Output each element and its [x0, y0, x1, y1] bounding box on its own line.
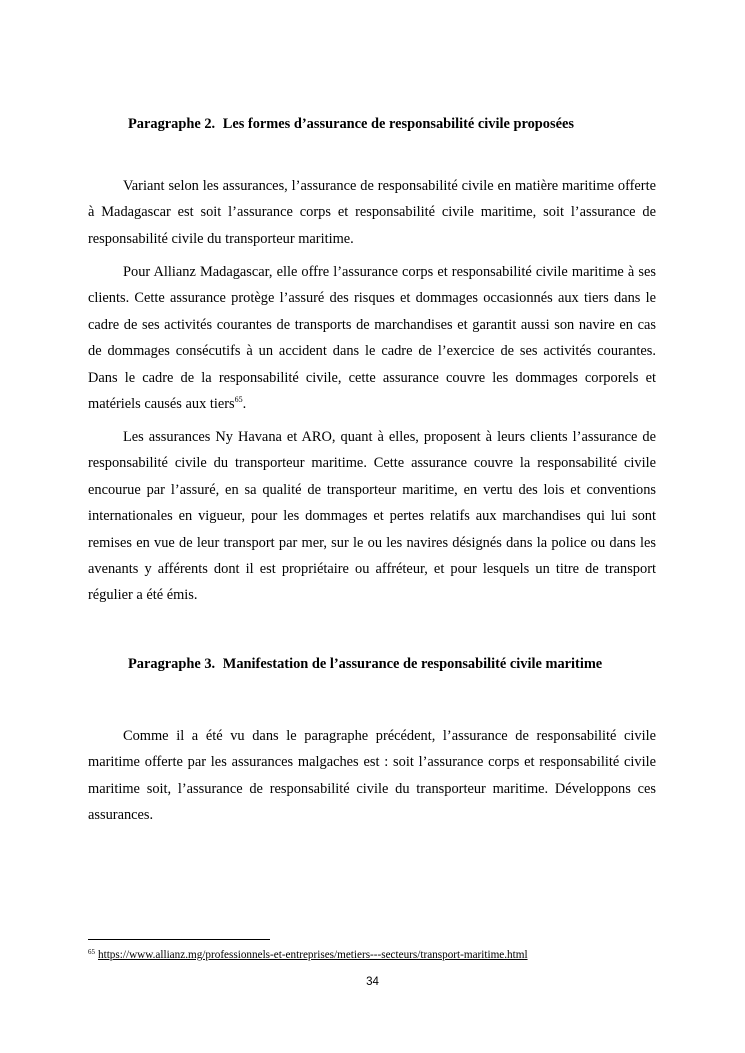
heading-title: Manifestation de l’assurance de responsabilité civile maritime — [222, 656, 603, 672]
heading-number: Paragraphe 2. — [128, 116, 216, 132]
body-paragraph-manifestation: Comme il a été vu dans le paragraphe précédent, l’assurance de responsabilité civile maritime offerte par les assurances malgaches est : soit l’assurance corps et responsabilité civile maritime soit, l’assurance de responsabilité civile du transporteur maritime. Développons ces assurances. — [88, 728, 656, 824]
heading-title: Les formes d’assurance de responsabilité civile proposées — [222, 116, 574, 132]
paragraph-end: . — [242, 396, 247, 413]
heading-number: Paragraphe 3. — [128, 656, 216, 672]
footnote-link[interactable]: https://www.allianz.mg/professionnels-et-entreprises/metiers---secteurs/transport-maritime.html — [98, 949, 528, 961]
paragraph-text: Pour Allianz Madagascar, elle offre l’assurance corps et responsabilité civile maritime à ses clients. Cette assurance protège l’assuré des risques et dommages occasionnés aux tiers dans le cadre de ses activités courantes de transports de marchandises et garantit aussi son navire en cas de dommages consécutifs à un accident dans le cadre de l’exercice de ses activités courantes. Dans le cadre de la responsabilité civile, cette assurance couvre les dommages corporels et matériels causés aux tiers — [88, 264, 656, 413]
footnote — [88, 948, 528, 962]
body-paragraph-ny-havana-aro: Les assurances Ny Havana et ARO, quant à elles, proposent à leurs clients l’assurance de responsabilité civile du transporteur maritime. Cette assurance couvre la responsabilité civile encourue par l’assuré, en sa qualité de transporteur maritime, en vertu des lois et conventions internationales en vigueur, pour les dommages et pertes relatifs aux marchandises qui lui sont remises en vue de leur transport par mer, sur le ou les navires désignés dans la police ou dans les avenants y afférents dont il est propriétaire ou affréteur, et pour lesquels un titre de transport régulier a été émis. — [88, 429, 656, 604]
section-heading-paragraphe-3 — [128, 656, 688, 673]
footnote-number: 65 — [88, 948, 95, 956]
page-number: 34 — [366, 976, 379, 988]
body-paragraph-allianz — [88, 259, 656, 417]
body-paragraph: Variant selon les assurances, l’assurance de responsabilité civile en matière maritime offerte à Madagascar est soit l’assurance corps et responsabilité civile maritime, soit l’assurance de responsabilité civile du transporteur maritime. — [88, 178, 656, 247]
footnote-separator — [88, 939, 270, 940]
section-heading-paragraphe-2 — [128, 116, 688, 133]
footnote-reference[interactable]: 65 — [234, 395, 243, 405]
